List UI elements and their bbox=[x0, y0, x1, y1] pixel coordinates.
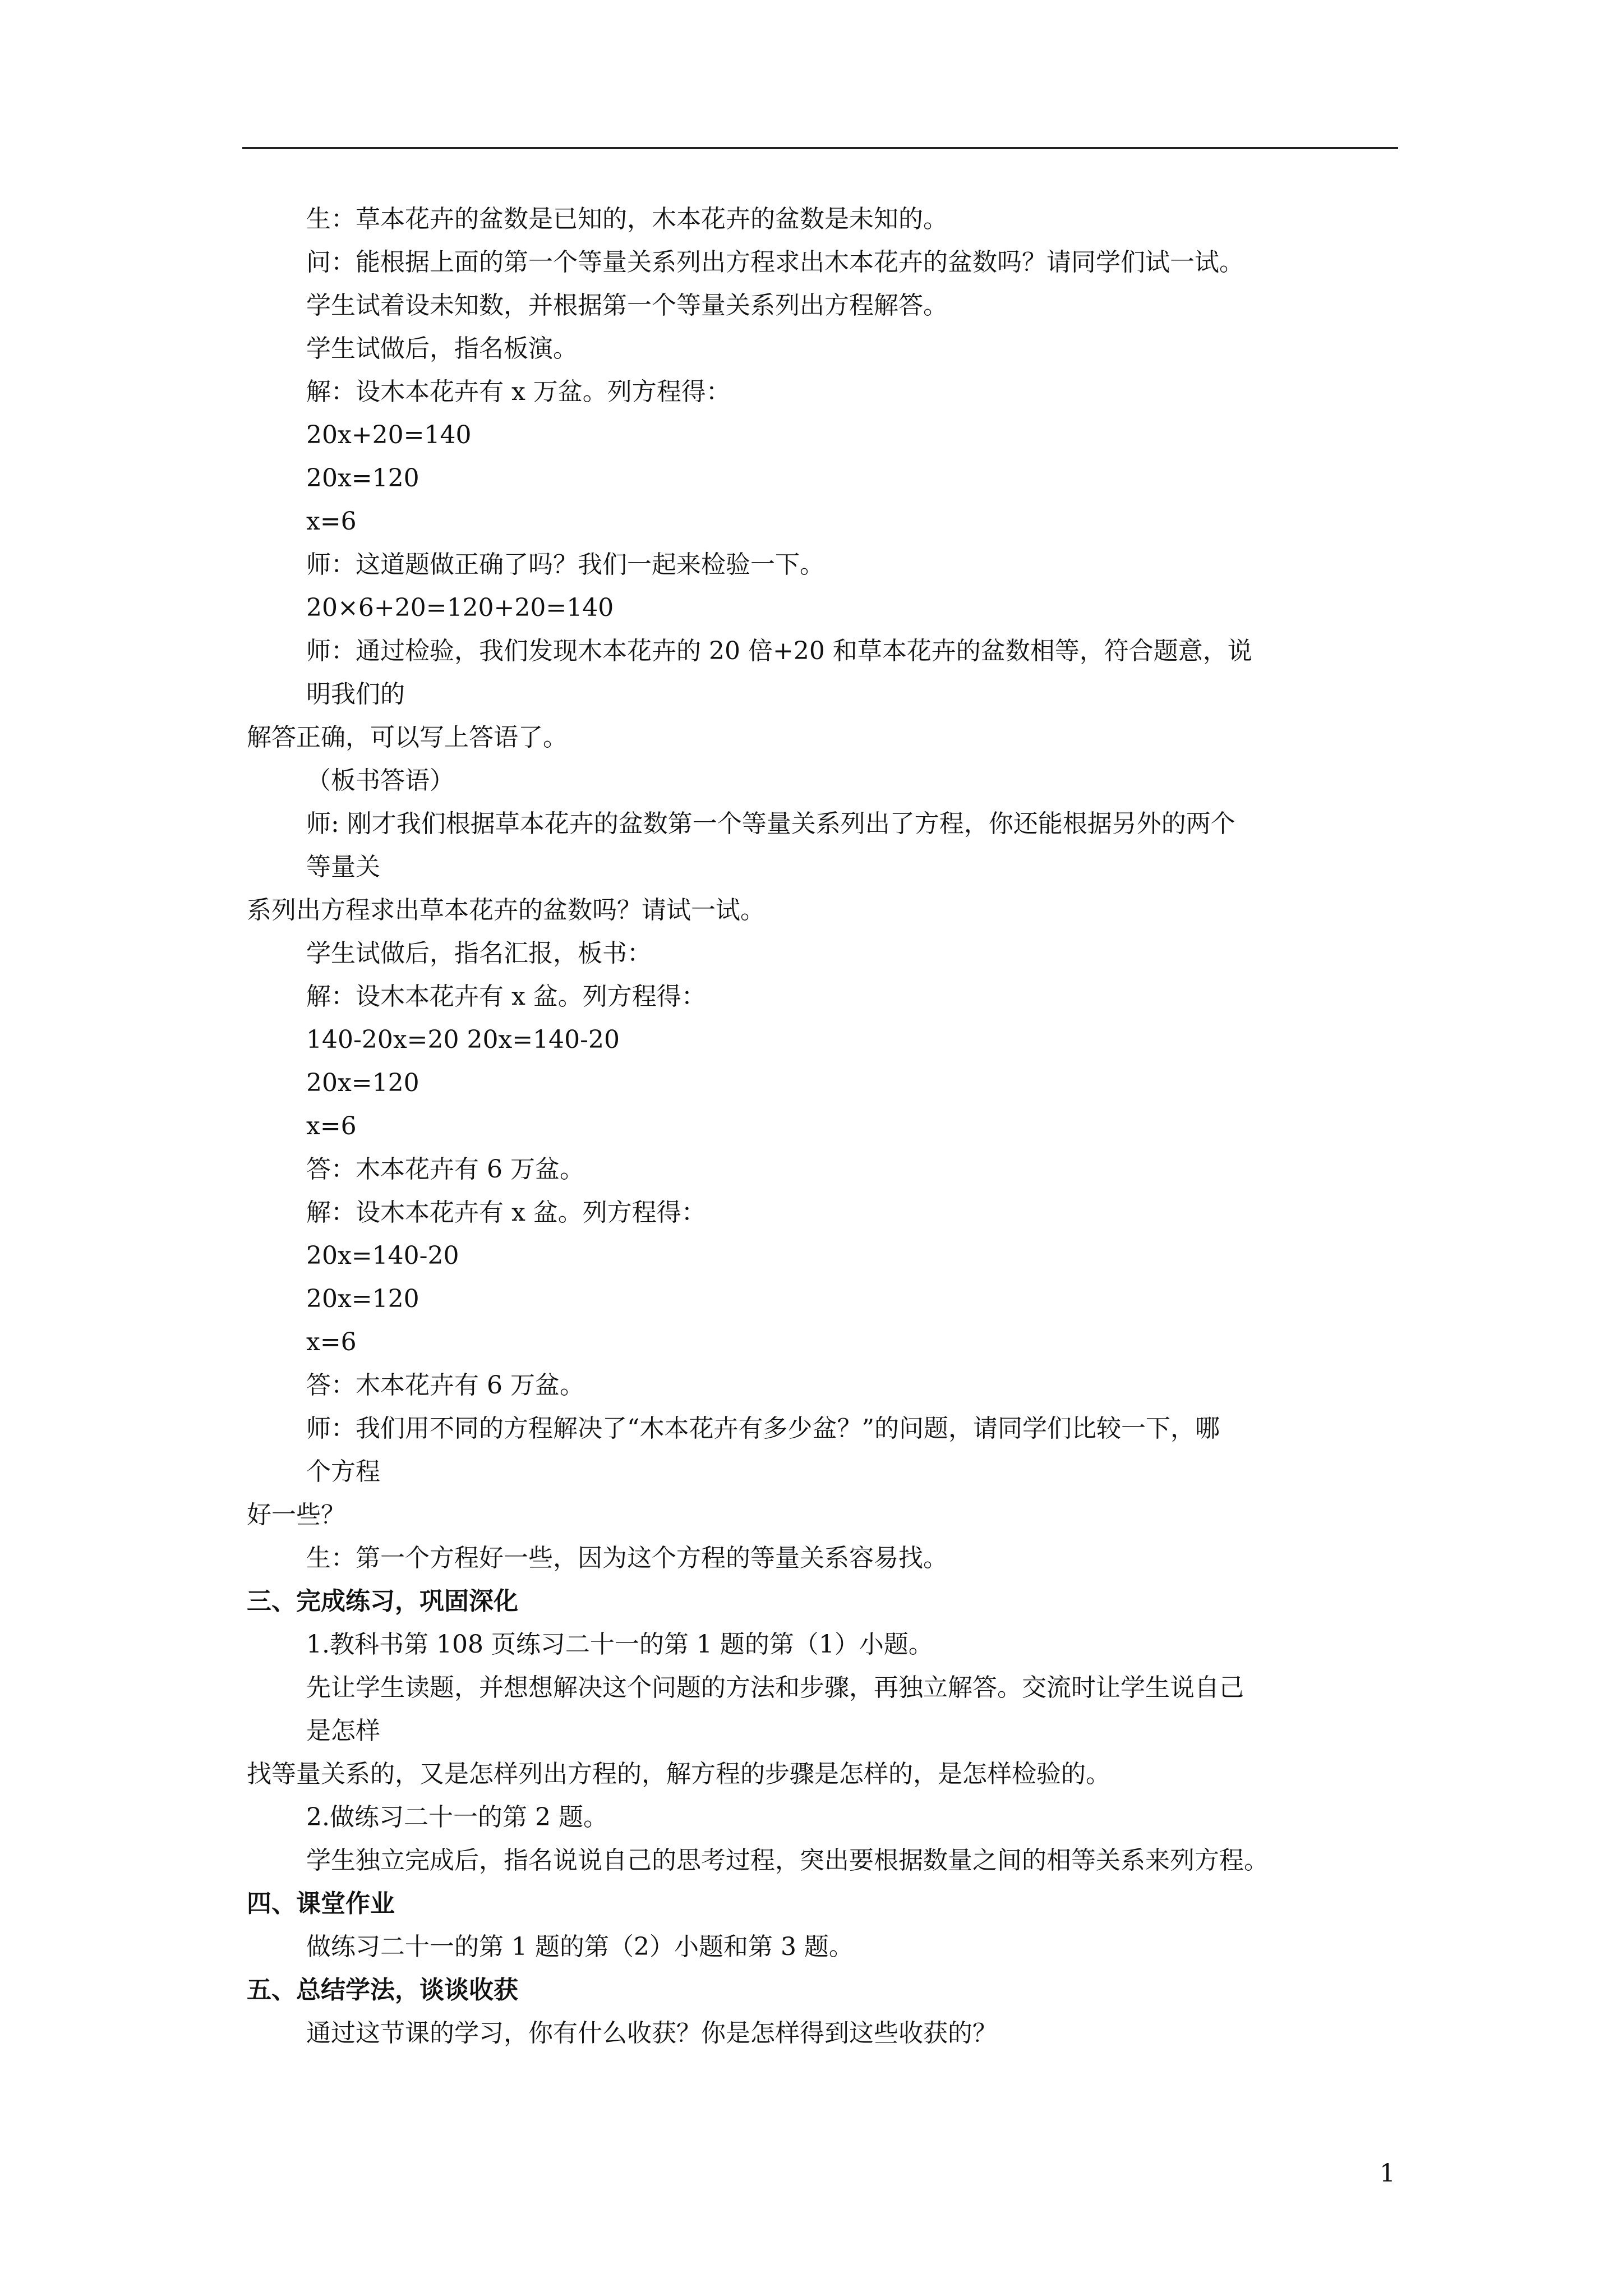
text-line: 20x=140-20 bbox=[306, 1241, 459, 1270]
text-line: 解：设木本花卉有 x 盆。列方程得： bbox=[306, 1198, 706, 1227]
text-line: （板书答语） bbox=[306, 766, 454, 795]
text-line: 明我们的 bbox=[306, 680, 405, 708]
text-line: 20×6+20=120+20=140 bbox=[306, 593, 614, 622]
text-line: 师: 刚才我们根据草本花卉的盆数第一个等量关系列出了方程，你还能根据另外的两个 bbox=[306, 809, 1235, 838]
text-line: 学生试着设未知数，并根据第一个等量关系列出方程解答。 bbox=[306, 291, 948, 320]
text-line: 问：能根据上面的第一个等量关系列出方程求出木本花卉的盆数吗？请同学们试一试。 bbox=[306, 248, 1244, 277]
text-line: 生：第一个方程好一些，因为这个方程的等量关系容易找。 bbox=[306, 1544, 948, 1572]
text-line: 好一些？ bbox=[247, 1501, 345, 1529]
text-line: 是怎样 bbox=[306, 1717, 380, 1745]
text-line: 师：这道题做正确了吗？我们一起来检验一下。 bbox=[306, 550, 824, 579]
text-line: 学生独立完成后，指名说说自己的思考过程，突出要根据数量之间的相等关系来列方程。 bbox=[306, 1846, 1269, 1875]
text-line: 学生试做后，指名板演。 bbox=[306, 334, 578, 363]
text-line: 等量关 bbox=[306, 853, 380, 881]
text-line: 先让学生读题，并想想解决这个问题的方法和步骤，再独立解答。交流时让学生说自己 bbox=[306, 1673, 1244, 1702]
page-number: 1 bbox=[1380, 2159, 1395, 2188]
text-line: 学生试做后，指名汇报，板书： bbox=[306, 939, 652, 968]
text-line: 解答正确，可以写上答语了。 bbox=[247, 723, 568, 752]
text-line: 答：木本花卉有 6 万盆。 bbox=[306, 1155, 584, 1184]
text-line: x=6 bbox=[306, 1328, 357, 1356]
text-line: 个方程 bbox=[306, 1457, 380, 1486]
text-line: 1.教科书第 108 页练习二十一的第 1 题的第（1）小题。 bbox=[306, 1630, 933, 1659]
section-heading: 五、总结学法，谈谈收获 bbox=[247, 1976, 518, 2004]
text-line: 系列出方程求出草本花卉的盆数吗？请试一试。 bbox=[247, 896, 765, 924]
text-line: 解：设木本花卉有 x 万盆。列方程得： bbox=[306, 378, 731, 406]
text-line: 生：草本花卉的盆数是已知的，木本花卉的盆数是未知的。 bbox=[306, 205, 948, 233]
text-line: 师：我们用不同的方程解决了“木本花卉有多少盆？”的问题，请同学们比较一下，哪 bbox=[306, 1414, 1220, 1443]
text-line: x=6 bbox=[306, 507, 357, 536]
text-line: 解：设木本花卉有 x 盆。列方程得： bbox=[306, 982, 706, 1011]
document-body bbox=[247, 197, 1402, 2055]
text-line: 20x=120 bbox=[306, 1285, 419, 1313]
section-heading: 三、完成练习，巩固深化 bbox=[247, 1587, 518, 1616]
text-line: x=6 bbox=[306, 1112, 357, 1140]
text-line: 答：木本花卉有 6 万盆。 bbox=[306, 1371, 584, 1400]
text-line: 20x+20=140 bbox=[306, 421, 472, 449]
text-line: 做练习二十一的第 1 题的第（2）小题和第 3 题。 bbox=[306, 1932, 854, 1961]
text-line: 20x=120 bbox=[306, 1069, 419, 1097]
text-line: 140-20x=20 20x=140-20 bbox=[306, 1025, 620, 1054]
header-rule bbox=[242, 147, 1398, 149]
section-heading: 四、课堂作业 bbox=[247, 1889, 395, 1918]
text-line: 找等量关系的，又是怎样列出方程的，解方程的步骤是怎样的，是怎样检验的。 bbox=[247, 1760, 1110, 1788]
text-line: 20x=120 bbox=[306, 464, 419, 493]
text-line: 通过这节课的学习，你有什么收获？你是怎样得到这些收获的？ bbox=[306, 2019, 997, 2047]
text-line: 师：通过检验，我们发现木本花卉的 20 倍+20 和草本花卉的盆数相等，符合题意，说 bbox=[306, 637, 1252, 665]
text-line: 2.做练习二十一的第 2 题。 bbox=[306, 1803, 608, 1832]
